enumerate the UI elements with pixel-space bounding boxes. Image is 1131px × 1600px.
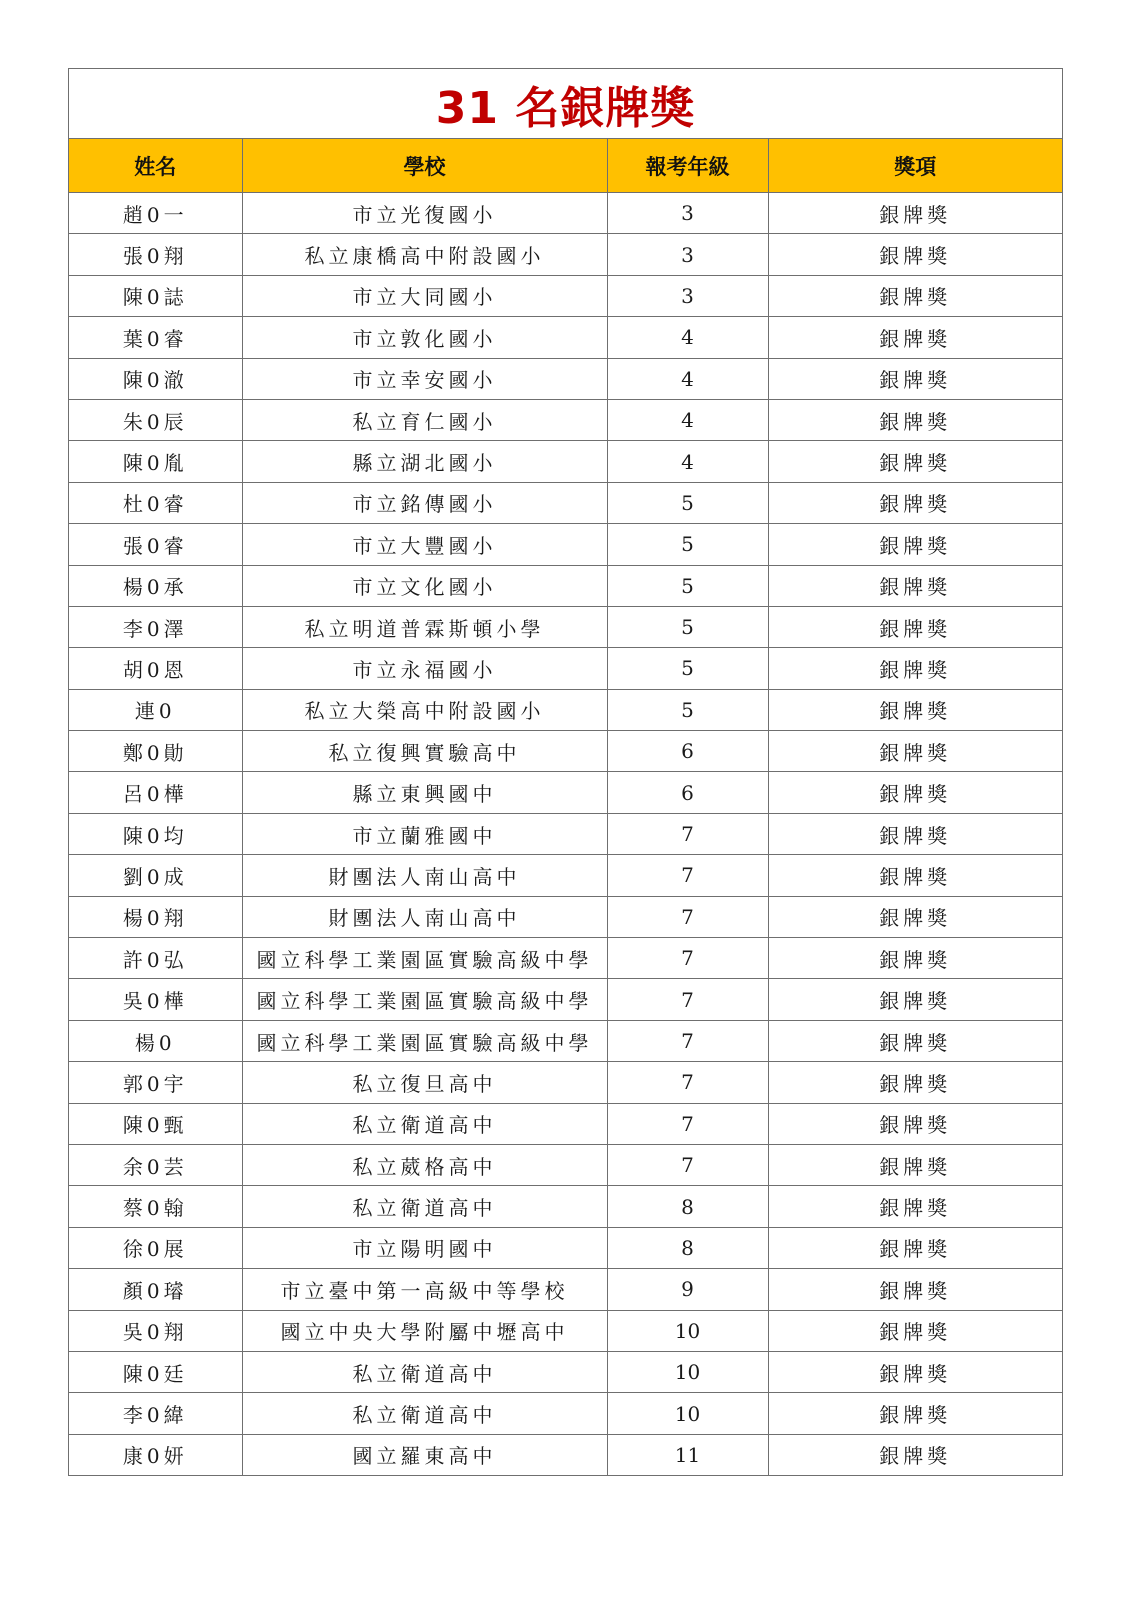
cell-name: 李0緯 xyxy=(69,1393,242,1434)
header-name: 姓名 xyxy=(69,139,242,193)
cell-grade: 3 xyxy=(607,234,768,275)
cell-school: 縣立東興國中 xyxy=(242,772,607,813)
cell-school: 國立科學工業園區實驗高級中學 xyxy=(242,938,607,979)
table-row xyxy=(69,358,1062,399)
cell-school: 市立幸安國小 xyxy=(242,358,607,399)
table-row xyxy=(69,524,1062,565)
cell-name: 徐0展 xyxy=(69,1227,242,1268)
cell-award: 銀牌獎 xyxy=(768,1351,1062,1392)
cell-award: 銀牌獎 xyxy=(768,979,1062,1020)
cell-school: 國立中央大學附屬中壢高中 xyxy=(242,1310,607,1351)
table-row xyxy=(69,234,1062,275)
table-row xyxy=(69,813,1062,854)
cell-name: 康0妍 xyxy=(69,1434,242,1475)
cell-award: 銀牌獎 xyxy=(768,1103,1062,1144)
cell-name: 張0睿 xyxy=(69,524,242,565)
cell-award: 銀牌獎 xyxy=(768,731,1062,772)
cell-school: 市立敦化國小 xyxy=(242,317,607,358)
cell-grade: 7 xyxy=(607,813,768,854)
cell-award: 銀牌獎 xyxy=(768,275,1062,316)
cell-name: 李0澤 xyxy=(69,606,242,647)
cell-grade: 8 xyxy=(607,1186,768,1227)
cell-award: 銀牌獎 xyxy=(768,1393,1062,1434)
cell-name: 劉0成 xyxy=(69,855,242,896)
cell-name: 陳0澈 xyxy=(69,358,242,399)
cell-grade: 10 xyxy=(607,1310,768,1351)
cell-award: 銀牌獎 xyxy=(768,689,1062,730)
table-row xyxy=(69,1310,1062,1351)
cell-school: 市立永福國小 xyxy=(242,648,607,689)
cell-grade: 4 xyxy=(607,399,768,440)
cell-award: 銀牌獎 xyxy=(879,1444,952,1469)
table-row xyxy=(69,896,1062,937)
cell-school: 私立衛道高中 xyxy=(242,1351,607,1392)
table-row xyxy=(69,1062,1062,1103)
table-row xyxy=(69,1434,1062,1475)
header-school: 學校 xyxy=(242,139,607,193)
cell-name: 胡0恩 xyxy=(69,648,242,689)
cell-school: 縣立湖北國小 xyxy=(242,441,607,482)
cell-name: 陳0廷 xyxy=(69,1351,242,1392)
cell-name: 陳0均 xyxy=(69,813,242,854)
cell-school: 市立大同國小 xyxy=(242,275,607,316)
cell-grade: 3 xyxy=(607,193,768,234)
cell-grade: 5 xyxy=(607,482,768,523)
cell-grade: 10 xyxy=(607,1393,768,1434)
cell-grade: 7 xyxy=(607,855,768,896)
cell-award: 銀牌獎 xyxy=(768,855,1062,896)
cell-name: 楊0承 xyxy=(69,565,242,606)
cell-name: 陳0胤 xyxy=(69,441,242,482)
cell-school: 私立衛道高中 xyxy=(242,1393,607,1434)
cell-name: 郭0宇 xyxy=(69,1062,242,1103)
cell-grade: 7 xyxy=(607,1103,768,1144)
cell-school: 私立衛道高中 xyxy=(242,1186,607,1227)
cell-grade: 7 xyxy=(607,1144,768,1185)
cell-award: 銀牌獎 xyxy=(768,813,1062,854)
cell-school: 私立大榮高中附設國小 xyxy=(242,689,607,730)
cell-school: 私立葳格高中 xyxy=(242,1144,607,1185)
table-row xyxy=(69,731,1062,772)
table-row xyxy=(69,855,1062,896)
award-sheet xyxy=(68,68,1063,1476)
cell-grade: 4 xyxy=(607,317,768,358)
table-row xyxy=(69,1351,1062,1392)
cell-grade: 3 xyxy=(607,275,768,316)
cell-award: 銀牌獎 xyxy=(768,482,1062,523)
cell-grade: 5 xyxy=(607,565,768,606)
cell-name: 呂0樺 xyxy=(69,772,242,813)
award-table xyxy=(69,139,1062,1475)
cell-school: 市立陽明國中 xyxy=(242,1227,607,1268)
cell-school: 私立康橋高中附設國小 xyxy=(242,234,607,275)
cell-name: 吳0翔 xyxy=(69,1310,242,1351)
cell-name: 顏0璿 xyxy=(69,1269,242,1310)
table-row xyxy=(69,275,1062,316)
cell-award: 銀牌獎 xyxy=(768,1020,1062,1061)
cell-school: 財團法人南山高中 xyxy=(242,855,607,896)
cell-name: 葉0睿 xyxy=(69,317,242,358)
cell-award: 銀牌獎 xyxy=(768,1062,1062,1103)
cell-award: 銀牌獎 xyxy=(768,358,1062,399)
cell-name: 杜0睿 xyxy=(69,482,242,523)
cell-name: 蔡0翰 xyxy=(69,1186,242,1227)
cell-name: 吳0樺 xyxy=(69,979,242,1020)
cell-grade: 4 xyxy=(607,358,768,399)
cell-award: 銀牌獎 xyxy=(768,317,1062,358)
table-row xyxy=(69,1393,1062,1434)
page-title: 31 名銀牌獎 xyxy=(435,82,696,134)
table-row xyxy=(69,1227,1062,1268)
cell-name: 朱0辰 xyxy=(69,399,242,440)
header-grade: 報考年級 xyxy=(607,139,768,193)
table-row xyxy=(69,979,1062,1020)
table-row xyxy=(69,1020,1062,1061)
cell-award: 銀牌獎 xyxy=(768,1310,1062,1351)
cell-award: 銀牌獎 xyxy=(768,1144,1062,1185)
cell-grade: 8 xyxy=(607,1227,768,1268)
table-row xyxy=(69,441,1062,482)
table-row xyxy=(69,689,1062,730)
cell-school: 私立復旦高中 xyxy=(242,1062,607,1103)
cell-school: 市立蘭雅國中 xyxy=(242,813,607,854)
cell-grade: 11 xyxy=(607,1434,768,1475)
table-row xyxy=(69,193,1062,234)
cell-grade: 4 xyxy=(607,441,768,482)
cell-name: 趙0一 xyxy=(69,193,242,234)
cell-award: 銀牌獎 xyxy=(768,524,1062,565)
cell-name: 陳0甄 xyxy=(69,1103,242,1144)
cell-grade: 5 xyxy=(607,524,768,565)
cell-name: 鄭0勛 xyxy=(69,731,242,772)
cell-grade: 6 xyxy=(607,772,768,813)
cell-grade: 5 xyxy=(607,689,768,730)
cell-award: 銀牌獎 xyxy=(768,565,1062,606)
cell-grade: 5 xyxy=(607,648,768,689)
header-row xyxy=(69,139,1062,193)
cell-name: 楊0 xyxy=(69,1020,242,1061)
cell-school: 私立衛道高中 xyxy=(242,1103,607,1144)
cell-school: 私立明道普霖斯頓小學 xyxy=(242,606,607,647)
cell-award: 銀牌獎 xyxy=(768,938,1062,979)
cell-grade: 5 xyxy=(607,606,768,647)
cell-school: 國立科學工業園區實驗高級中學 xyxy=(242,979,607,1020)
cell-name: 許0弘 xyxy=(69,938,242,979)
cell-name: 連0 xyxy=(69,689,242,730)
cell-award: 銀牌獎 xyxy=(768,193,1062,234)
cell-school: 財團法人南山高中 xyxy=(242,896,607,937)
cell-award: 銀牌獎 xyxy=(768,1227,1062,1268)
cell-school: 市立大豐國小 xyxy=(242,524,607,565)
cell-award: 銀牌獎 xyxy=(768,234,1062,275)
cell-school: 市立臺中第一高級中等學校 xyxy=(242,1269,607,1310)
table-row xyxy=(69,938,1062,979)
cell-award: 銀牌獎 xyxy=(768,896,1062,937)
cell-name: 楊0翔 xyxy=(69,896,242,937)
cell-school: 國立羅東高中 xyxy=(242,1434,607,1475)
cell-grade: 9 xyxy=(607,1269,768,1310)
table-row xyxy=(69,565,1062,606)
table-row xyxy=(69,1269,1062,1310)
table-row xyxy=(69,648,1062,689)
cell-award: 銀牌獎 xyxy=(768,399,1062,440)
cell-award: 銀牌獎 xyxy=(768,648,1062,689)
table-row xyxy=(69,482,1062,523)
cell-school: 私立育仁國小 xyxy=(242,399,607,440)
table-row xyxy=(69,317,1062,358)
cell-name: 陳0誌 xyxy=(69,275,242,316)
cell-grade: 6 xyxy=(607,731,768,772)
cell-grade: 10 xyxy=(607,1351,768,1392)
cell-school: 國立科學工業園區實驗高級中學 xyxy=(242,1020,607,1061)
cell-grade: 7 xyxy=(607,1020,768,1061)
cell-award: 銀牌獎 xyxy=(768,441,1062,482)
table-row xyxy=(69,1103,1062,1144)
cell-grade: 7 xyxy=(607,896,768,937)
cell-grade: 7 xyxy=(607,979,768,1020)
cell-grade: 7 xyxy=(607,1062,768,1103)
cell-school: 市立光復國小 xyxy=(242,193,607,234)
cell-name: 張0翔 xyxy=(69,234,242,275)
cell-award: 銀牌獎 xyxy=(768,1186,1062,1227)
cell-school: 市立銘傳國小 xyxy=(242,482,607,523)
table-row xyxy=(69,1144,1062,1185)
table-body xyxy=(69,193,1062,1476)
header-award: 獎項 xyxy=(768,139,1062,193)
cell-award: 銀牌獎 xyxy=(768,1269,1062,1310)
cell-school: 私立復興實驗高中 xyxy=(242,731,607,772)
cell-name: 余0芸 xyxy=(69,1144,242,1185)
table-row xyxy=(69,606,1062,647)
table-row xyxy=(69,1186,1062,1227)
title-row xyxy=(69,69,1062,139)
table-row xyxy=(69,399,1062,440)
cell-grade: 7 xyxy=(607,938,768,979)
cell-award: 銀牌獎 xyxy=(768,606,1062,647)
cell-school: 市立文化國小 xyxy=(242,565,607,606)
table-row xyxy=(69,772,1062,813)
cell-award: 銀牌獎 xyxy=(768,772,1062,813)
